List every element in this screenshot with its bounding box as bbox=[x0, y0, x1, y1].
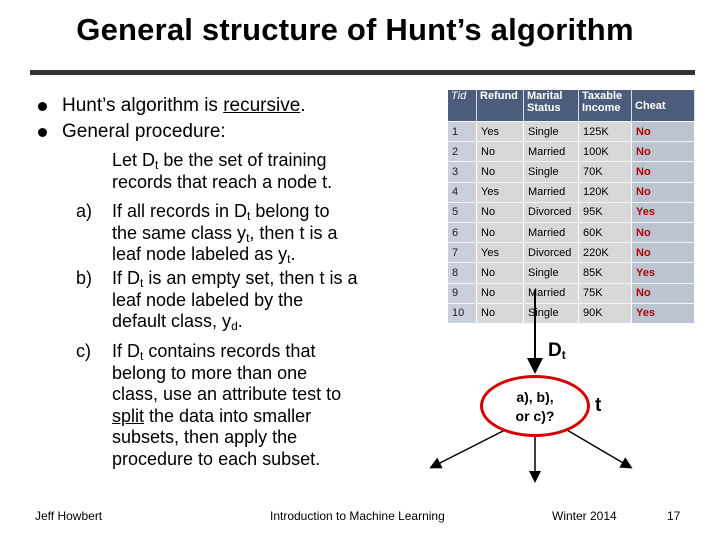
table-cell: 6 bbox=[448, 222, 477, 242]
table-cell: No bbox=[632, 283, 695, 303]
header-tid: Tid bbox=[448, 90, 477, 122]
table-cell: No bbox=[477, 283, 524, 303]
table-cell: 3 bbox=[448, 162, 477, 182]
table-cell: Married bbox=[524, 222, 579, 242]
table-cell: No bbox=[632, 122, 695, 142]
table-cell: No bbox=[632, 162, 695, 182]
table-cell: Yes bbox=[477, 182, 524, 202]
slide-title: General structure of Hunt’s algorithm bbox=[76, 12, 634, 47]
table-cell: Yes bbox=[632, 263, 695, 283]
header-cheat: Cheat bbox=[632, 90, 695, 122]
table-cell: Single bbox=[524, 162, 579, 182]
table-cell: 1 bbox=[448, 122, 477, 142]
table-cell: 95K bbox=[579, 202, 632, 222]
case-label: a) bbox=[76, 201, 93, 221]
footer-course: Introduction to Machine Learning bbox=[270, 509, 445, 523]
left-branch-arrow-icon bbox=[432, 430, 505, 467]
footer-author: Jeff Howbert bbox=[35, 509, 103, 523]
footer-term: Winter 2014 bbox=[552, 509, 617, 523]
table-cell: No bbox=[632, 142, 695, 162]
table-cell: No bbox=[632, 243, 695, 263]
table-cell: Yes bbox=[477, 243, 524, 263]
table-cell: No bbox=[477, 222, 524, 242]
header-taxable-income: Taxable Income bbox=[579, 90, 632, 122]
table-cell: 9 bbox=[448, 283, 477, 303]
table-cell: 125K bbox=[579, 122, 632, 142]
bullet-text: Hunt’s algorithm is bbox=[62, 95, 224, 116]
case-b-text: If $D_t$ is an empty set, then t is a leaf node labeled by the default class, $y_d$. bbox=[112, 268, 358, 334]
table-cell: 8 bbox=[448, 263, 477, 283]
table-cell: 2 bbox=[448, 142, 477, 162]
bullet-text: General procedure: bbox=[62, 121, 226, 142]
table-cell: 10 bbox=[448, 303, 477, 323]
table-cell: Single bbox=[524, 122, 579, 142]
table-cell: Yes bbox=[632, 303, 695, 323]
case-label: b) bbox=[76, 268, 93, 288]
node-t-label: t bbox=[595, 395, 602, 416]
table-cell: 7 bbox=[448, 243, 477, 263]
table-cell: Married bbox=[524, 182, 579, 202]
header-refund: Refund bbox=[477, 90, 524, 122]
case-c-text: If $D_t$ contains records that belong to more than one class, use an attribute test to split the data into smaller subsets, then apply the procedure to each subset. bbox=[112, 341, 342, 469]
table-cell: No bbox=[632, 182, 695, 202]
table-cell: No bbox=[632, 222, 695, 242]
table-cell: Divorced bbox=[524, 243, 579, 263]
table-cell: No bbox=[477, 142, 524, 162]
table-cell: Married bbox=[524, 283, 579, 303]
table-cell: Divorced bbox=[524, 202, 579, 222]
node-data-label: $D_t$ bbox=[548, 340, 566, 362]
table-cell: 220K bbox=[579, 243, 632, 263]
decision-node-text: a), b), or c)? bbox=[515, 389, 555, 424]
table-cell: 75K bbox=[579, 283, 632, 303]
table-cell: 100K bbox=[579, 142, 632, 162]
table-cell: 70K bbox=[579, 162, 632, 182]
table-cell: Single bbox=[524, 303, 579, 323]
bullet-underlined-text: recursive bbox=[223, 95, 301, 116]
table-cell: 60K bbox=[579, 222, 632, 242]
table-cell: 90K bbox=[579, 303, 632, 323]
table-cell: Single bbox=[524, 263, 579, 283]
table-cell: 85K bbox=[579, 263, 632, 283]
table-cell: Married bbox=[524, 142, 579, 162]
table-cell: No bbox=[477, 162, 524, 182]
case-a-text: If all records in $D_t$ belong to the same class $y_t$, then t is a leaf node labeled as $y_t$. bbox=[112, 201, 338, 267]
header-marital-status: Marital Status bbox=[524, 90, 579, 122]
table-cell: Yes bbox=[632, 202, 695, 222]
footer-page-number: 17 bbox=[667, 509, 681, 523]
table-cell: 5 bbox=[448, 202, 477, 222]
bullet-text: . bbox=[300, 95, 306, 116]
table-cell: 120K bbox=[579, 182, 632, 202]
table-cell: No bbox=[477, 263, 524, 283]
table-cell: No bbox=[477, 303, 524, 323]
table-cell: Yes bbox=[477, 122, 524, 142]
table-cell: 4 bbox=[448, 182, 477, 202]
case-label: c) bbox=[76, 341, 91, 361]
table-cell: No bbox=[477, 202, 524, 222]
intro-paragraph: Let $D_t$ be the set of training records that reach a node t. bbox=[112, 150, 333, 192]
right-branch-arrow-icon bbox=[567, 430, 630, 467]
